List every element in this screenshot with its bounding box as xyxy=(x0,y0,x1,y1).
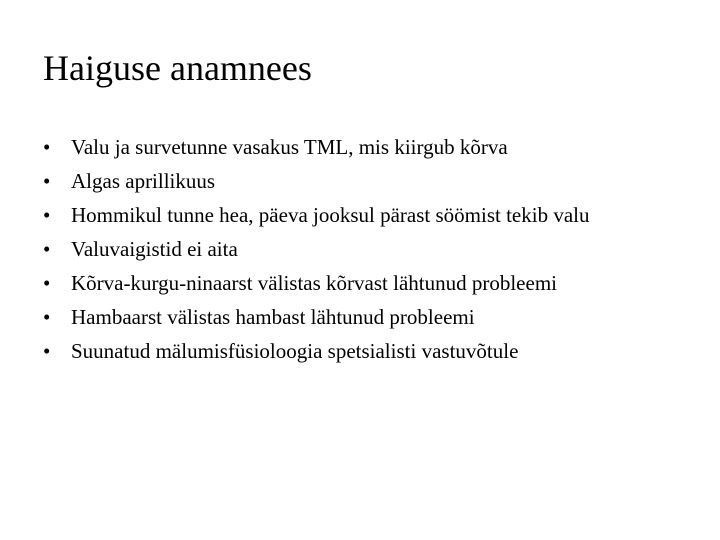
list-item xyxy=(43,130,703,164)
bullet-text: Hambaarst välistas hambast lähtunud probleemi xyxy=(71,305,475,329)
bullet-icon: • xyxy=(43,203,51,227)
list-item xyxy=(43,164,703,198)
bullet-text: Hommikul tunne hea, päeva jooksul pärast söömist tekib valu xyxy=(71,203,590,227)
bullet-icon: • xyxy=(43,271,51,295)
bullet-text: Algas aprillikuus xyxy=(71,169,216,193)
list-item xyxy=(43,300,703,334)
bullet-icon: • xyxy=(43,339,51,363)
bullet-icon: • xyxy=(43,237,51,261)
list-item xyxy=(43,334,703,368)
bullet-text: Valu ja survetunne vasakus TML, mis kiirgub kõrva xyxy=(71,135,508,159)
bullet-icon: • xyxy=(43,169,51,193)
bullet-icon: • xyxy=(43,135,51,159)
slide-title: Haiguse anamnees xyxy=(43,48,312,88)
bullet-icon: • xyxy=(43,305,51,329)
bullet-text: Suunatud mälumisfüsioloogia spetsialisti vastuvõtule xyxy=(71,339,519,363)
bullet-list xyxy=(43,130,703,368)
bullet-text: Valuvaigistid ei aita xyxy=(71,237,238,261)
bullet-text: Kõrva-kurgu-ninaarst välistas kõrvast lähtunud probleemi xyxy=(71,271,557,295)
list-item xyxy=(43,232,703,266)
list-item xyxy=(43,266,703,300)
list-item xyxy=(43,198,703,232)
